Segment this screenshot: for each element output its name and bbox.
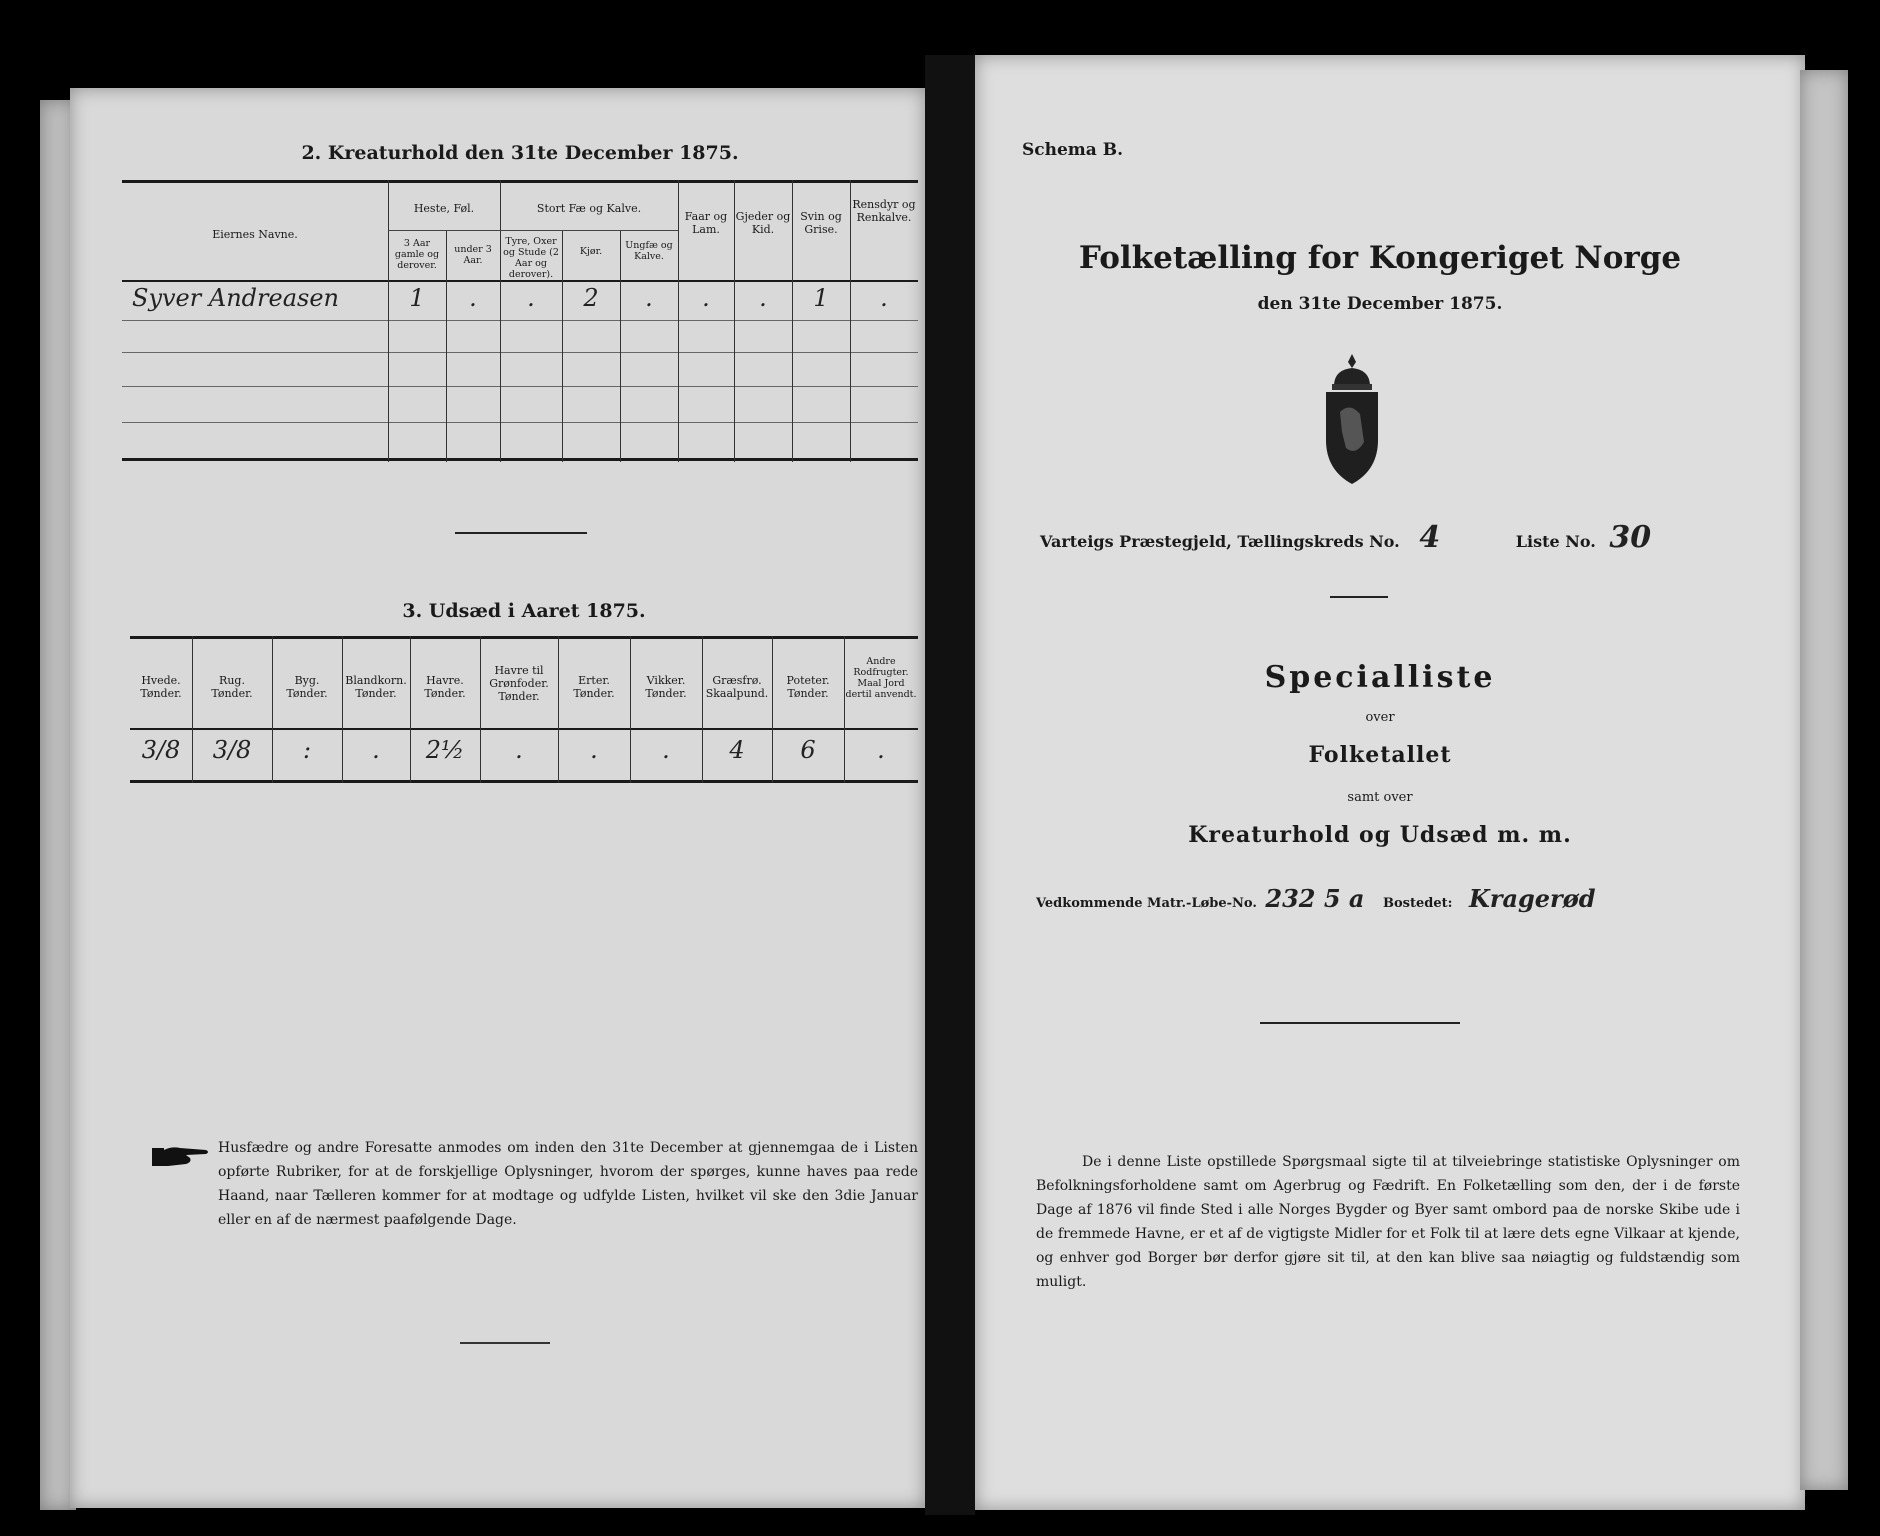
pointing-hand-icon (150, 1142, 212, 1170)
liste-no: 30 (1609, 520, 1652, 555)
seed-value: 3/8 (212, 736, 252, 764)
kreaturhold-heading: Kreaturhold og Udsæd m. m. (1188, 822, 1572, 848)
livestock-value: 2 (583, 284, 599, 312)
seed-value: . (877, 736, 885, 764)
horses-under3-header: under 3 Aar. (454, 244, 492, 266)
livestock-value: 1 (409, 284, 425, 312)
seed-header-label: Græsfrø. (712, 674, 762, 687)
seed-header-unit: Tønder. (355, 687, 397, 700)
parish-label: Varteigs Præstegjeld, Tællingskreds No. (1040, 532, 1400, 551)
divider (460, 1342, 550, 1344)
matr-label: Vedkommende Matr.-Løbe-No. (1036, 896, 1257, 911)
bostedet-value: Kragerød (1468, 884, 1596, 913)
section2-title: 2. Kreaturhold den 31te December 1875. (301, 142, 739, 164)
seed-header-label: Poteter. (786, 674, 830, 687)
seed-header-unit: Tønder. (787, 687, 829, 700)
seed-header-unit: Tønder. (573, 687, 615, 700)
divider (1330, 596, 1388, 598)
sheep-header: Faar og Lam. (684, 210, 728, 236)
parish-line (1040, 520, 1760, 555)
section3-title: 3. Udsæd i Aaret 1875. (402, 600, 646, 622)
seed-header-unit: Tønder. (498, 690, 540, 703)
seed-value: 6 (800, 736, 816, 764)
seed-header-label: Havre. (426, 674, 464, 687)
info-paragraph: De i denne Liste opstillede Spørgsmaal sigte til at tilveiebringe statistiske Oplysninger om Befolkningsforholdene samt om Agerbrug og Fædrift. En Folketælling som den, der i de første Dage af 1876 vil finde Sted i alle Norges Bygder og Byer samt ombord paa de norske Skibe ude i de fremmede Havne, er et af de vigtigste Midler for et Folk til at lære dets egne Vilkaar at kjende, og enhver god Borger bør derfor gjøre sit til, at den kan blive saa nøiagtig og fuldstændig som muligt. (1036, 1154, 1740, 1290)
bostedet-label: Bostedet: (1383, 896, 1453, 911)
coat-of-arms-icon (1320, 352, 1384, 488)
book-spine (925, 55, 975, 1515)
matr-line (1036, 884, 1756, 913)
livestock-value: . (880, 284, 888, 312)
seed-table (130, 636, 918, 784)
seed-header-unit: Skaalpund. (705, 687, 769, 700)
seed-value: : (302, 736, 312, 764)
divider (455, 532, 587, 534)
right-page-edge (1800, 70, 1848, 1490)
goats-header: Gjeder og Kid. (735, 210, 791, 236)
notice-text: Husfædre og andre Foresatte anmodes om inden den 31te December at gjennemgaa de i Listen opførte Rubriker, for at de forskjellige Oplysninger, hvorom der spørges, kunne haves paa rede Haand, naar Tælleren kommer for at modtage og udfylde Listen, hvilket vil ske den 3die Januar eller en af de nærmest paafølgende Dage. (218, 1140, 918, 1228)
over-label: over (1365, 710, 1395, 725)
reindeer-header: Rensdyr og Renkalve. (852, 198, 916, 224)
tellingskreds-no: 4 (1419, 520, 1441, 555)
seed-header-unit: Tønder. (286, 687, 328, 700)
cattle-cows-header: Kjør. (579, 246, 603, 257)
horses-header: Heste, Føl. (413, 202, 475, 215)
seed-header-label: Havre til Grønfoder. (489, 664, 549, 690)
livestock-value: . (469, 284, 477, 312)
cattle-header: Stort Fæ og Kalve. (536, 202, 642, 215)
horses-3plus-header: 3 Aar gamle og derover. (394, 238, 440, 271)
cattle-bulls-header: Tyre, Oxer og Stude (2 Aar og derover). (503, 236, 559, 280)
seed-header-label: Byg. (294, 674, 320, 687)
livestock-value: 1 (813, 284, 829, 312)
seed-value: . (662, 736, 670, 764)
seed-header-unit: Tønder. (645, 687, 687, 700)
livestock-value: . (759, 284, 767, 312)
specialliste-heading: Specialliste (1264, 660, 1496, 695)
main-title: Folketælling for Kongeriget Norge (1078, 240, 1682, 276)
seed-header-label: Andre Rodfrugter. (853, 656, 909, 678)
pigs-header: Svin og Grise. (800, 210, 842, 236)
owner-name: Syver Andreasen (132, 284, 339, 312)
schema-label: Schema B. (1022, 140, 1124, 160)
title-date: den 31te December 1875. (1257, 294, 1503, 314)
folketallet-heading: Folketallet (1308, 742, 1452, 768)
seed-header-label: Hvede. (141, 674, 181, 687)
owner-header: Eiernes Navne. (212, 228, 298, 241)
seed-header-unit: Maal Jord dertil anvendt. (845, 678, 917, 700)
divider (1260, 1022, 1460, 1024)
samt-over-label: samt over (1347, 790, 1413, 805)
seed-header-unit: Tønder. (140, 687, 182, 700)
livestock-value: . (702, 284, 710, 312)
liste-label: Liste No. (1515, 532, 1596, 551)
seed-value: 3/8 (141, 736, 181, 764)
livestock-value: . (527, 284, 535, 312)
livestock-table (122, 180, 918, 462)
livestock-value: . (645, 284, 653, 312)
seed-value: . (515, 736, 523, 764)
seed-value: . (590, 736, 598, 764)
seed-value: 4 (729, 736, 745, 764)
seed-header-label: Vikker. (646, 674, 686, 687)
seed-header-label: Erter. (578, 674, 610, 687)
cattle-young-header: Ungfæ og Kalve. (625, 240, 673, 262)
seed-header-unit: Tønder. (211, 687, 253, 700)
seed-value: . (372, 736, 380, 764)
seed-header-label: Rug. (219, 674, 245, 687)
seed-value: 2½ (425, 736, 465, 764)
seed-header-label: Blandkorn. (345, 674, 407, 687)
seed-header-unit: Tønder. (424, 687, 466, 700)
matr-no: 232 5 a (1265, 884, 1365, 913)
